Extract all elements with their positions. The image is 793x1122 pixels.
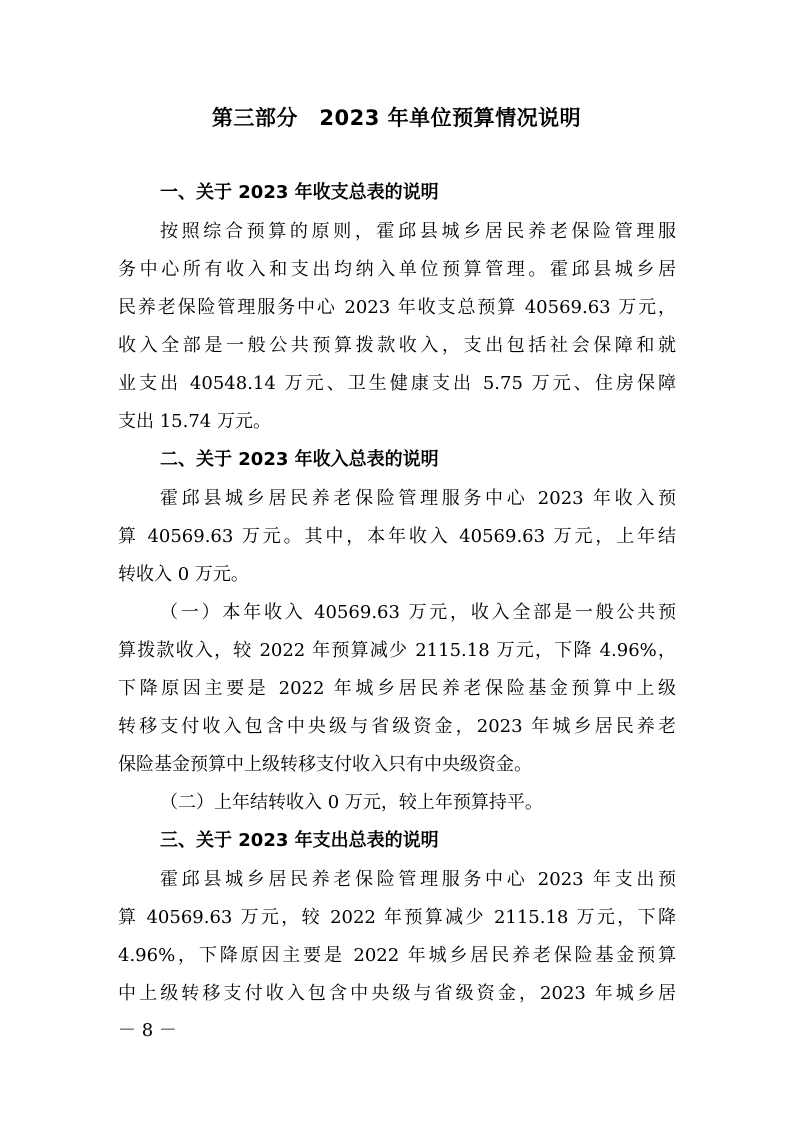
- section-heading-3: 三、关于 2023 年支出总表的说明: [160, 830, 439, 851]
- paragraph-line: 业支出 40548.14 万元、卫生健康支出 5.75 万元、住房保障: [118, 373, 676, 394]
- paragraph-line: 转移支付收入包含中央级与省级资金，2023 年城乡居民养老: [118, 716, 676, 737]
- paragraph-line: （二）上年结转收入 0 万元，较上年预算持平。: [160, 792, 543, 813]
- paragraph-line: 霍邱县城乡居民养老保险管理服务中心 2023 年支出预: [160, 869, 676, 890]
- paragraph-line: 中上级转移支付收入包含中央级与省级资金，2023 年城乡居: [118, 983, 676, 1004]
- paragraph-line: 算 40569.63 万元，较 2022 年预算减少 2115.18 万元，下降: [118, 907, 676, 928]
- paragraph-line: 下降原因主要是 2022 年城乡居民养老保险基金预算中上级: [118, 678, 676, 699]
- section-heading-1: 一、关于 2023 年收支总表的说明: [160, 182, 439, 203]
- paragraph-line: 算 40569.63 万元。其中，本年收入 40569.63 万元，上年结: [118, 526, 676, 547]
- paragraph-line: 保险基金预算中上级转移支付收入只有中央级资金。: [118, 754, 532, 775]
- paragraph-line: 务中心所有收入和支出均纳入单位预算管理。霍邱县城乡居: [118, 259, 676, 280]
- paragraph-line: 支出 15.74 万元。: [118, 411, 271, 432]
- page-number: － 8 －: [118, 1020, 177, 1041]
- section-heading-2: 二、关于 2023 年收入总表的说明: [160, 449, 439, 470]
- page-title: 第三部分 2023 年单位预算情况说明: [211, 106, 582, 130]
- paragraph-line: 民养老保险管理服务中心 2023 年收支总预算 40569.63 万元，: [118, 297, 676, 318]
- paragraph-line: （一）本年收入 40569.63 万元，收入全部是一般公共预: [160, 602, 676, 623]
- paragraph-line: 4.96%，下降原因主要是 2022 年城乡居民养老保险基金预算: [118, 945, 676, 966]
- paragraph-line: 霍邱县城乡居民养老保险管理服务中心 2023 年收入预: [160, 488, 676, 509]
- paragraph-line: 转收入 0 万元。: [118, 564, 249, 585]
- paragraph-line: 算拨款收入，较 2022 年预算减少 2115.18 万元，下降 4.96%，: [118, 640, 677, 661]
- paragraph-line: 按照综合预算的原则，霍邱县城乡居民养老保险管理服: [160, 221, 676, 242]
- paragraph-line: 收入全部是一般公共预算拨款收入，支出包括社会保障和就: [118, 335, 676, 356]
